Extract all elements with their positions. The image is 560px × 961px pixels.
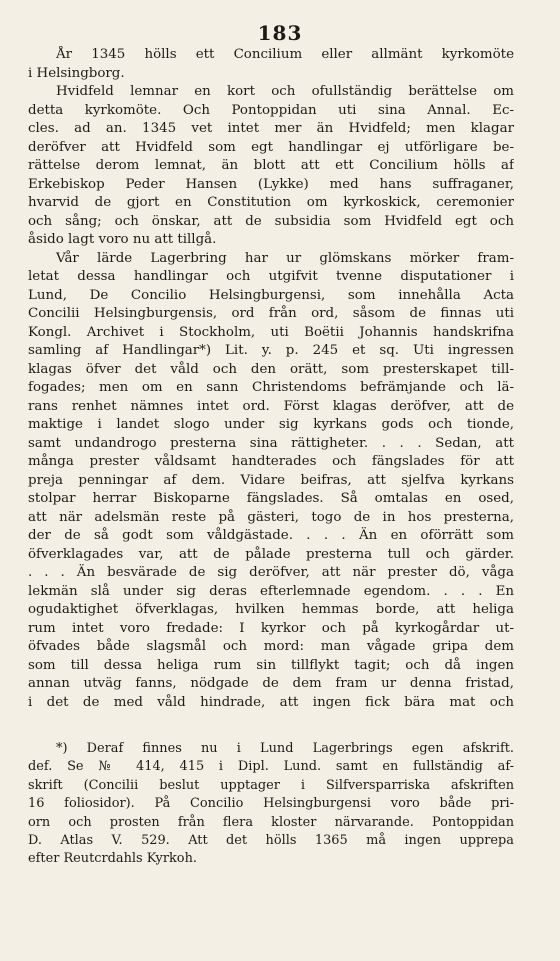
text-line: hvarvid de gjort en Constitution om kyrkoskick, ceremonier xyxy=(28,195,514,210)
text-line: maktige i landet slogo under sig kyrkans gods och tionde, xyxy=(28,417,514,432)
text-line: . . . Än besvärade de sig deröfver, att när prester dö, våga xyxy=(28,565,514,580)
text-line: många prester våldsamt handterades och fängslades för att xyxy=(28,454,514,469)
text-line: samt undandrogo presterna sina rättigheter. . . . Sedan, att xyxy=(28,435,514,451)
text-line: detta kyrkomöte. Och Pontoppidan uti sina Annal. Ec- xyxy=(28,102,514,118)
footnote-divider xyxy=(28,720,88,721)
footnote-line: *) Deraf finnes nu i Lund Lagerbrings egen afskrift. xyxy=(56,741,514,756)
text-line: åsido lagt voro nu att tillgå. xyxy=(28,232,217,247)
text-line: Erkebiskop Peder Hansen (Lykke) med hans suffraganer, xyxy=(28,176,514,192)
text-line: rättelse derom lemnat, än blott att ett Concilium hölls af xyxy=(28,158,514,173)
text-line: lekmän slå under sig deras efterlemnade egendom. . . . En xyxy=(28,583,514,599)
text-line: År 1345 hölls ett Concilium eller allmänt kyrkomöte xyxy=(56,47,514,62)
footnote-line: def. Se № 414, 415 i Dipl. Lund. samt en fullständig af- xyxy=(28,759,514,775)
text-line: der de så godt som våldgästade. . . . Än en oförrätt som xyxy=(28,528,514,543)
text-line: öfverklagades var, att de pålade presterna tull och gärder. xyxy=(28,546,514,562)
text-line: Concilii Helsingburgensis, ord från ord, såsom de finnas uti xyxy=(28,306,514,321)
text-line: i det de med våld hindrade, att ingen fick bära mat och xyxy=(28,694,514,710)
footnote-line: D. Atlas V. 529. Att det hölls 1365 må ingen upprepa xyxy=(28,832,514,848)
text-line: öfvades både slagsmål och mord: man vågade gripa dem xyxy=(28,639,514,654)
text-line: ogudaktighet öfverklagas, hvilken hemmas borde, att heliga xyxy=(28,602,514,617)
text-line: fogades; men om en sann Christendoms befrämjande och lä- xyxy=(28,380,514,395)
main-text xyxy=(28,46,514,712)
text-line: att när adelsmän reste på gästeri, togo de in hos presterna, xyxy=(28,509,514,525)
text-line: stolpar herrar Biskoparne fängslades. Så omtalas en osed, xyxy=(28,491,514,506)
text-line: letat dessa handlingar och utgifvit tvenne disputationer i xyxy=(28,269,514,284)
text-line: Kongl. Archivet i Stockholm, uti Boëtii Johannis handskrifna xyxy=(28,324,514,340)
footnotes xyxy=(28,740,514,869)
text-line: samling af Handlingar*) Lit. y. p. 245 et sq. Uti ingressen xyxy=(28,343,514,358)
text-line: klagas öfver det våld och den orätt, som presterskapet till- xyxy=(28,361,514,377)
text-line: Lund, De Concilio Helsingburgensi, som innehålla Acta xyxy=(28,287,514,303)
text-line: deröfver att Hvidfeld som egt handlingar ej utförligare be- xyxy=(28,139,514,155)
text-line: i Helsingborg. xyxy=(28,65,125,81)
footnote-line: orn och prosten från flera kloster närvarande. Pontoppidan xyxy=(28,814,514,830)
text-line: Hvidfeld lemnar en kort och ofullständig berättelse om xyxy=(56,84,514,99)
text-line: rans renhet nämnes intet ord. Först klagas deröfver, att de xyxy=(28,398,514,414)
text-line: annan utväg fanns, nödgade de dem fram ur denna fristad, xyxy=(28,676,514,691)
footnote-line: skrift (Concilii beslut upptager i Silfversparriska afskriften xyxy=(28,777,514,793)
text-line: och sång; och önskar, att de subsidia som Hvidfeld egt och xyxy=(28,213,514,229)
text-line: cles. ad an. 1345 vet intet mer än Hvidfeld; men klagar xyxy=(28,121,514,136)
footnote-line: efter Reutcrdahls Kyrkoh. xyxy=(28,851,197,867)
page-number: 183 xyxy=(257,21,303,45)
text-line: preja penningar af dem. Vidare beifras, att sjelfva kyrkans xyxy=(28,472,514,488)
footnote-line: 16 foliosidor). På Concilio Helsingburgensi voro både pri- xyxy=(28,796,514,812)
text-line: Vår lärde Lagerbring har ur glömskans mörker fram- xyxy=(56,250,514,266)
text-line: som till dessa heliga rum sin tillflykt tagit; och då ingen xyxy=(28,657,514,673)
text-line: rum intet voro fredade: I kyrkor och på kyrkogårdar ut- xyxy=(28,620,514,636)
